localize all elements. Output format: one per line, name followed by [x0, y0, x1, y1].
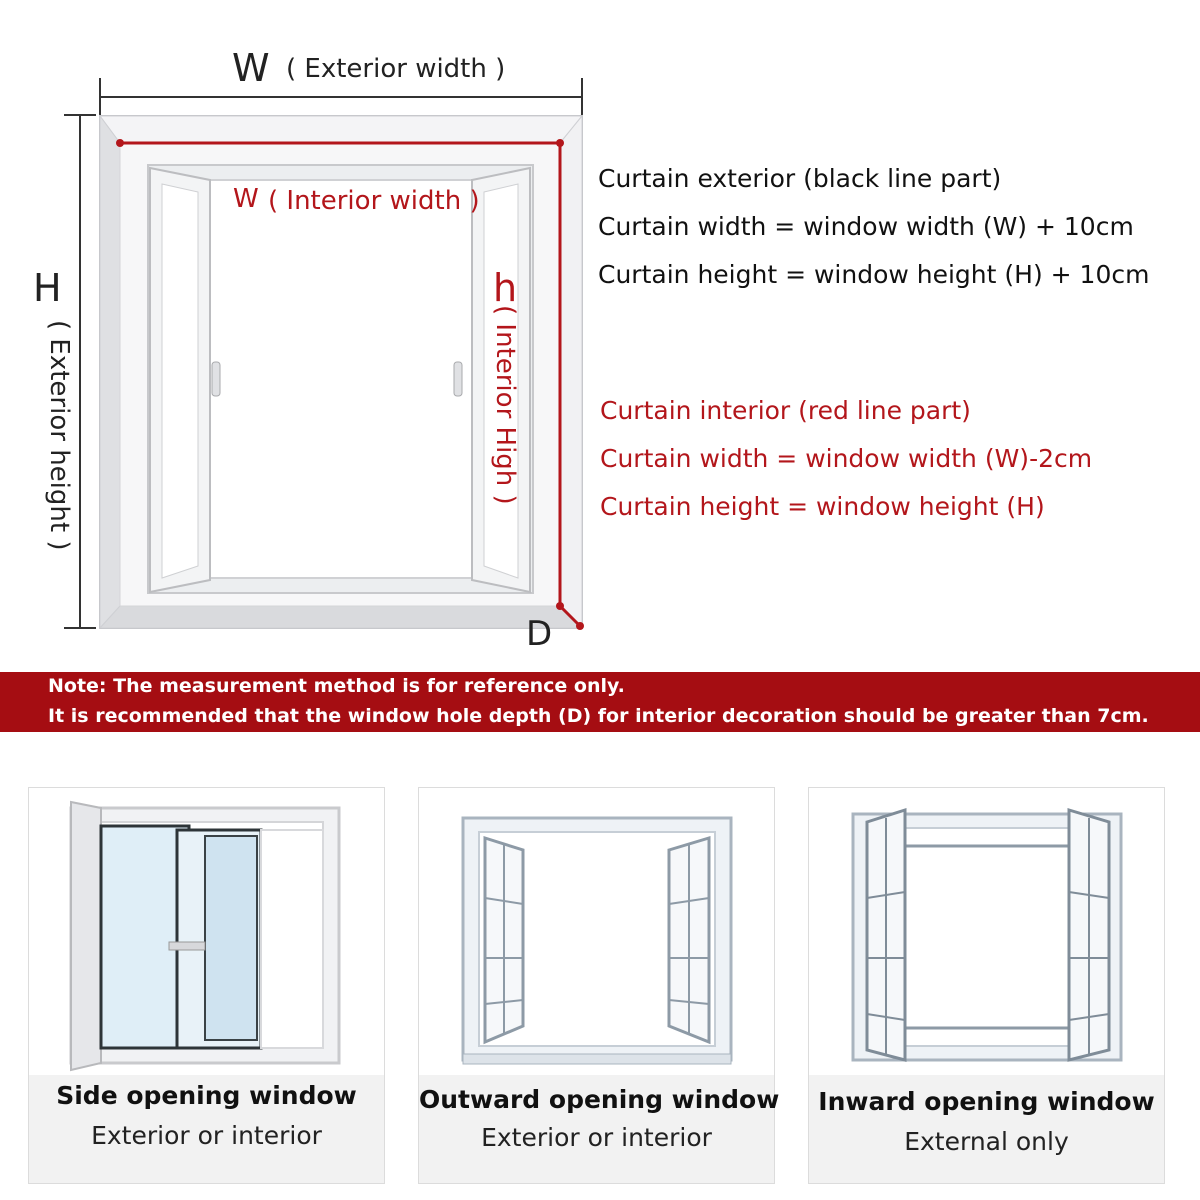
- outward-opening-window-illustration: [419, 788, 774, 1075]
- side-opening-subtitle: Exterior or interior: [91, 1121, 322, 1150]
- exterior-width-label: ( Exterior width ): [286, 54, 506, 84]
- side-opening-title: Side opening window: [56, 1081, 357, 1110]
- inward-opening-caption: [809, 1075, 1164, 1183]
- interior-height-symbol: h: [493, 266, 518, 310]
- exterior-formula-width: Curtain width = window width (W) + 10cm: [598, 212, 1134, 241]
- interior-height-label: ( Interior High ): [490, 305, 520, 505]
- interior-width-symbol: W: [233, 184, 259, 214]
- exterior-formula-heading: Curtain exterior (black line part): [598, 164, 1002, 193]
- exterior-height-label: ( Exterior height ): [44, 320, 74, 551]
- interior-width-label: ( Interior width ): [268, 186, 480, 216]
- exterior-width-symbol: W: [232, 46, 270, 90]
- side-opening-window-illustration: [29, 788, 384, 1075]
- outward-opening-subtitle: Exterior or interior: [481, 1123, 712, 1152]
- depth-symbol: D: [526, 614, 553, 654]
- interior-formula-height: Curtain height = window height (H): [600, 492, 1045, 521]
- note-banner: [0, 672, 1200, 732]
- window-card-side-opening: [28, 787, 385, 1184]
- note-line-1: Note: The measurement method is for reference only.: [48, 675, 625, 697]
- exterior-height-symbol: H: [33, 266, 62, 310]
- outward-opening-caption: [419, 1075, 780, 1183]
- outward-opening-title: Outward opening window: [419, 1085, 780, 1114]
- window-card-inward-opening: [808, 787, 1165, 1184]
- exterior-formula-height: Curtain height = window height (H) + 10cm: [598, 260, 1150, 289]
- inward-opening-window-illustration: [809, 788, 1164, 1075]
- inward-opening-title: Inward opening window: [818, 1087, 1155, 1116]
- window-card-outward-opening: [418, 787, 780, 1184]
- note-line-2: It is recommended that the window hole depth (D) for interior decoration should be greater than 7cm.: [48, 705, 1149, 727]
- side-opening-caption: [29, 1075, 384, 1183]
- interior-formula-width: Curtain width = window width (W)-2cm: [600, 444, 1093, 473]
- interior-formula-heading: Curtain interior (red line part): [600, 396, 971, 425]
- inward-opening-subtitle: External only: [904, 1127, 1069, 1156]
